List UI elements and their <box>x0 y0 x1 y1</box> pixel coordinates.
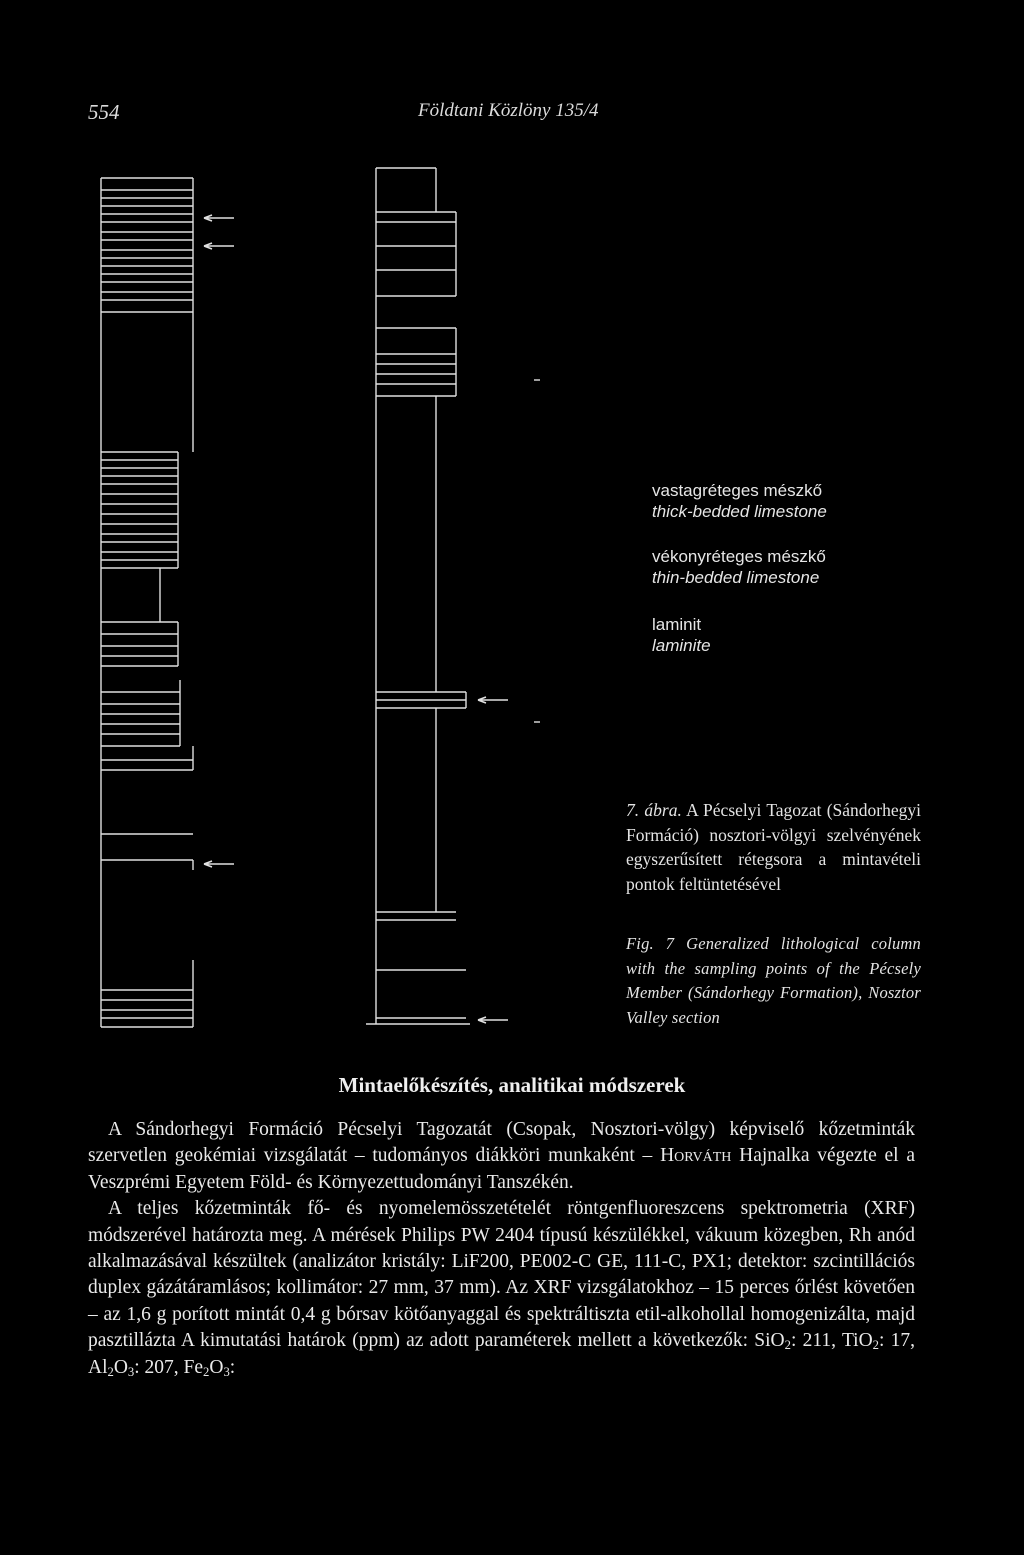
p1-text-b: Hajnalka végezte el a Veszprémi Egyetem Föld- és Környezettudományi Tanszékén. <box>88 1145 915 1193</box>
figure-caption-hu <box>626 798 921 896</box>
left-column <box>101 178 193 1027</box>
sub: 2 <box>203 1364 210 1379</box>
legend-en: thin-bedded limestone <box>652 568 820 587</box>
p2-text: A teljes kőzetminták fő- és nyomelemösszetételét röntgenfluoreszcens spektrometria (XRF) módszerével határozta meg. A mérések Philips PW 2404 típusú készülékkel, vákuum közegben, Rh anód alkalmazásával készültek (analizátor kristály: LiF200, PE002-C GE, 111-C, PX1; detektor: szcintillációs duplex gázátáramlásos; kollimátor: 27 mm, 37 mm). Az XRF vizsgálatokhoz – 15 perces őrlést követően – az 1,6 g porított mintát 0,4 g bórsav kötőanyaggal és spektráltiszta etil-alkohollal homogenizálta, majd pasztillázta A kimutatási határok (ppm) az adott paraméterek mellett a következők: <box>88 1198 915 1352</box>
body-text <box>88 1117 915 1381</box>
paragraph-1 <box>88 1117 915 1196</box>
right-marks <box>534 380 540 722</box>
formula-part: O <box>113 1356 128 1378</box>
legend-item-laminite <box>652 614 711 656</box>
figure-caption-en <box>626 932 921 1030</box>
formula-al2o3: Al <box>88 1356 108 1378</box>
value: : 211, <box>790 1330 837 1352</box>
middle-sampling-arrows <box>478 697 508 1023</box>
sub: 2 <box>107 1364 114 1379</box>
value: : 207, <box>134 1356 179 1378</box>
caption-label-hu: 7. ábra. <box>626 800 682 820</box>
sub: 3 <box>127 1364 135 1379</box>
middle-column <box>366 168 470 1024</box>
caption-label-en: Fig. 7 <box>626 934 675 953</box>
legend-item-thin-bedded <box>652 546 826 588</box>
formula-fe2o3: Fe <box>183 1356 204 1378</box>
journal-title: Földtani Közlöny 135/4 <box>418 100 599 121</box>
paragraph-2 <box>88 1196 915 1381</box>
sub: 3 <box>223 1364 230 1379</box>
page-number: 554 <box>88 100 120 124</box>
section-heading: Mintaelőkészítés, analitikai módszerek <box>338 1073 686 1097</box>
author-name: Horváth <box>660 1145 732 1167</box>
legend-hu: laminit <box>652 615 702 634</box>
legend-item-thick-bedded <box>652 480 827 522</box>
legend-hu: vastagréteges mészkő <box>652 481 823 500</box>
formula-tio2: TiO <box>841 1330 873 1352</box>
value: : <box>229 1356 236 1378</box>
legend-en: laminite <box>652 636 711 655</box>
left-sampling-arrows <box>204 215 234 867</box>
formula-part: O <box>209 1356 224 1378</box>
p1-text-a: A Sándorhegyi Formáció Pécselyi Tagozatát (Csopak, Nosztori-völgy) képviselő kőzetminták szervetlen geokémiai vizsgálatát – tudományos diákköri munkaként – <box>88 1119 915 1167</box>
value: : 17, <box>879 1330 916 1352</box>
legend-hu: vékonyréteges mészkő <box>652 547 826 566</box>
caption-text-hu: A Pécselyi Tagozat (Sándorhegyi Formáció) nosztori-völgyi szelvényének egyszerűsített rétegsora a mintavételi pontok feltüntetésével <box>626 800 921 894</box>
legend-en: thick-bedded limestone <box>652 502 827 521</box>
sub: 2 <box>872 1338 879 1353</box>
sub: 2 <box>784 1338 791 1353</box>
caption-text-en: Generalized lithological column with the sampling points of the Pécsely Member (Sándorhegy Formation), Nosztor Valley section <box>626 934 921 1027</box>
formula-sio2: SiO <box>754 1330 785 1352</box>
